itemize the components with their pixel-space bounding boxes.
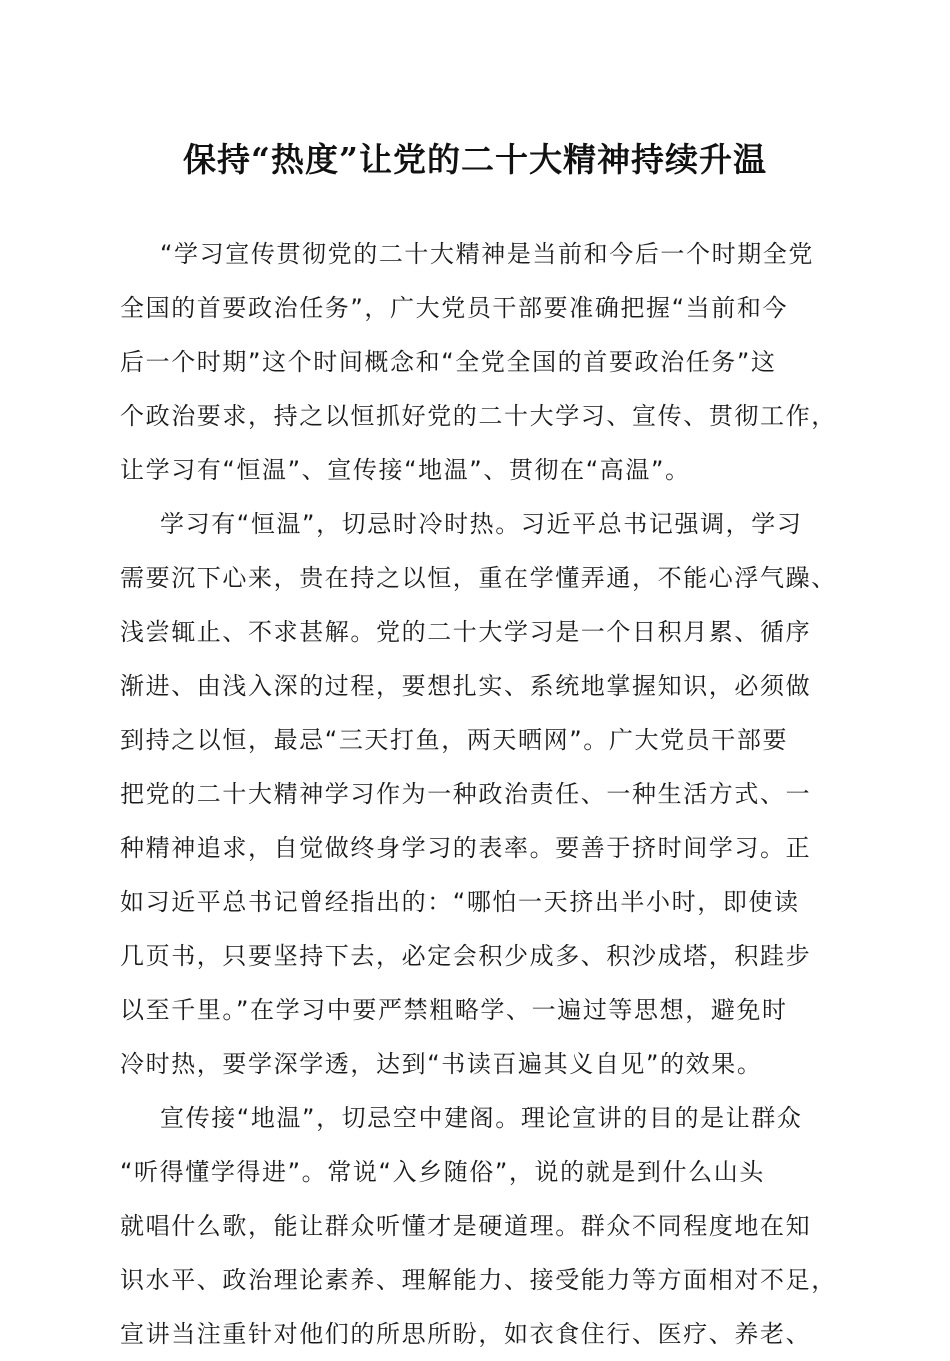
- paragraph-1-line-4: 个政治要求，持之以恒抓好党的二十大学习、宣传、贯彻工作，: [120, 402, 837, 430]
- paragraph-2-line-11: 冷时热，要学深学透，达到“书读百遍其义自见”的效果。: [120, 1050, 763, 1078]
- paragraph-1-line-5: 让学习有“恒温”、宣传接“地温”、贯彻在“高温”。: [120, 456, 691, 484]
- paragraph-2-line-10: 以至千里。”在学习中要严禁粗略学、一遍过等思想，避免时: [120, 996, 788, 1024]
- paragraph-1-line-3: 后一个时期”这个时间概念和“全党全国的首要政治任务”这: [120, 348, 777, 376]
- document-title: 保持“热度”让党的二十大精神持续升温: [183, 140, 767, 179]
- paragraph-1-line-1: “学习宣传贯彻党的二十大精神是当前和今后一个时期全党: [160, 240, 815, 268]
- paragraph-2-line-6: 把党的二十大精神学习作为一种政治责任、一种生活方式、一: [120, 780, 812, 808]
- paragraph-3-line-2: “听得懂学得进”。常说“入乡随俗”，说的就是到什么山头: [120, 1158, 765, 1186]
- paragraph-2-line-7: 种精神追求，自觉做终身学习的表率。要善于挤时间学习。正: [120, 834, 812, 862]
- paragraph-3-line-5: 宣讲当注重针对他们的所思所盼，如衣食住行、医疗、养老、: [120, 1320, 812, 1348]
- paragraph-3-line-3: 就唱什么歌，能让群众听懂才是硬道理。群众不同程度地在知: [120, 1212, 812, 1240]
- paragraph-3-line-4: 识水平、政治理论素养、理解能力、接受能力等方面相对不足，: [120, 1266, 837, 1294]
- paragraph-2-line-4: 渐进、由浅入深的过程，要想扎实、系统地掌握知识，必须做: [120, 672, 812, 700]
- paragraph-2-line-1: 学习有“恒温”，切忌时冷时热。习近平总书记强调，学习: [160, 510, 803, 538]
- paragraph-2-line-5: 到持之以恒，最忌“三天打鱼，两天晒网”。广大党员干部要: [120, 726, 789, 754]
- paragraph-2-line-8: 如习近平总书记曾经指出的：“哪怕一天挤出半小时，即使读: [120, 888, 800, 916]
- paragraph-1-line-2: 全国的首要政治任务”，广大党员干部要准确把握“当前和今: [120, 294, 789, 322]
- paragraph-2-line-2: 需要沉下心来，贵在持之以恒，重在学懂弄通，不能心浮气躁、: [120, 564, 837, 592]
- document-body: [120, 227, 840, 1361]
- paragraph-2-line-3: 浅尝辄止、不求甚解。党的二十大学习是一个日积月累、循序: [120, 618, 812, 646]
- paragraph-2-line-9: 几页书，只要坚持下去，必定会积少成多、积沙成塔，积跬步: [120, 942, 812, 970]
- paragraph-3-line-1: 宣传接“地温”，切忌空中建阁。理论宣讲的目的是让群众: [160, 1104, 803, 1132]
